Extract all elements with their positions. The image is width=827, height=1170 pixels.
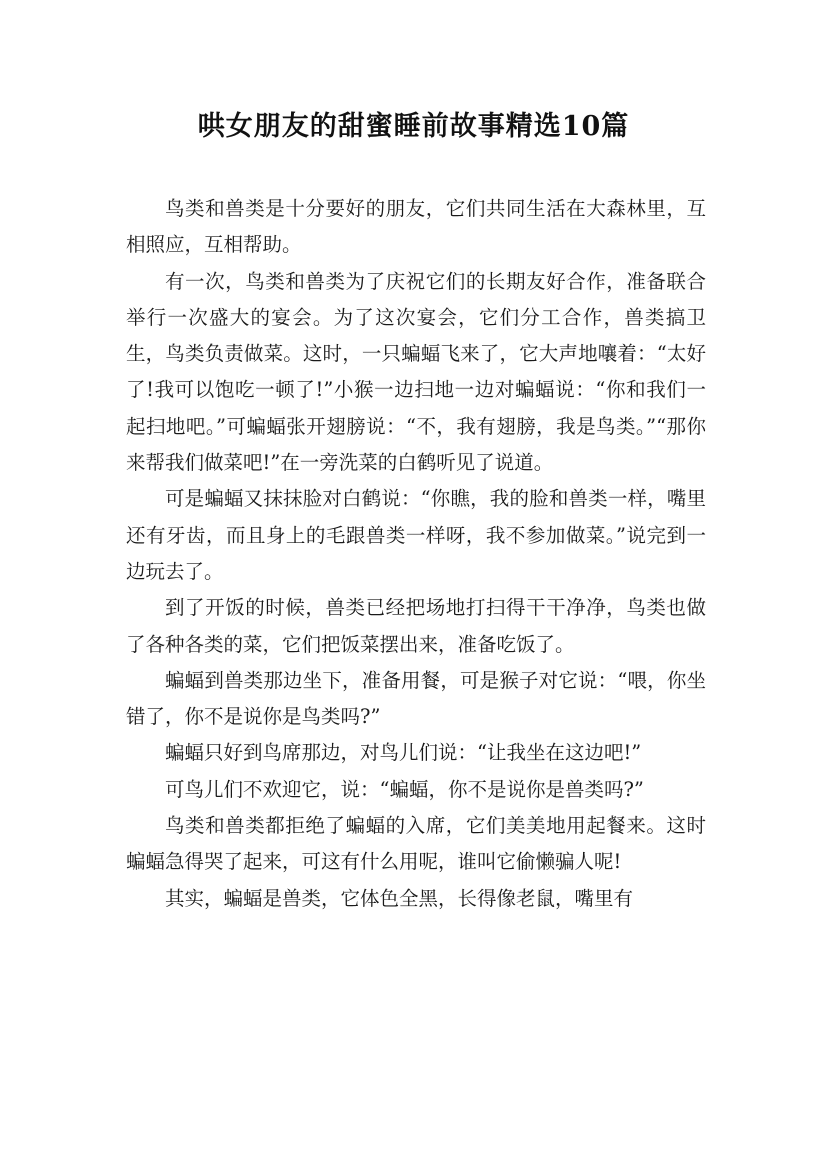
document-body	[126, 191, 706, 917]
paragraph: 可鸟儿们不欢迎它，说：“蝙蝠，你不是说你是兽类吗?”	[165, 777, 644, 801]
paragraph: 蝙蝠只好到鸟席那边，对鸟儿们说：“让我坐在这边吧!”	[165, 741, 642, 765]
paragraph: 蝙蝠到兽类那边坐下，准备用餐，可是猴子对它说：“喂，你坐错了，你不是说你是鸟类吗?”	[126, 668, 706, 729]
paragraph: 其实，蝙蝠是兽类，它体色全黑，长得像老鼠，嘴里有	[165, 886, 634, 910]
paragraph: 有一次，鸟类和兽类为了庆祝它们的长期友好合作，准备联合举行一次盛大的宴会。为了这次宴会，它们分工合作，兽类搞卫生，鸟类负责做菜。这时，一只蝙蝠飞来了，它大声地嚷着：“太好了!我可以饱吃一顿了!”小猴一边扫地一边对蝙蝠说：“你和我们一起扫地吧。”可蝙蝠张开翅膀说：“不，我有翅膀，我是鸟类。”“那你来帮我们做菜吧!”在一旁洗菜的白鹤听见了说道。	[126, 269, 706, 475]
paragraph: 可是蝙蝠又抹抹脸对白鹤说：“你瞧，我的脸和兽类一样，嘴里还有牙齿，而且身上的毛跟兽类一样呀，我不参加做菜。”说完到一边玩去了。	[126, 487, 706, 583]
paragraph: 鸟类和兽类都拒绝了蝙蝠的入席，它们美美地用起餐来。这时蝙蝠急得哭了起来，可这有什么用呢，谁叫它偷懒骗人呢!	[126, 814, 706, 874]
paragraph: 鸟类和兽类是十分要好的朋友，它们共同生活在大森林里，互相照应，互相帮助。	[126, 197, 706, 257]
paragraph: 到了开饭的时候，兽类已经把场地打扫得干干净净，鸟类也做了各种各类的菜，它们把饭菜摆出来，准备吃饭了。	[126, 596, 706, 656]
document-title: 哄女朋友的甜蜜睡前故事精选10篇	[197, 111, 630, 142]
